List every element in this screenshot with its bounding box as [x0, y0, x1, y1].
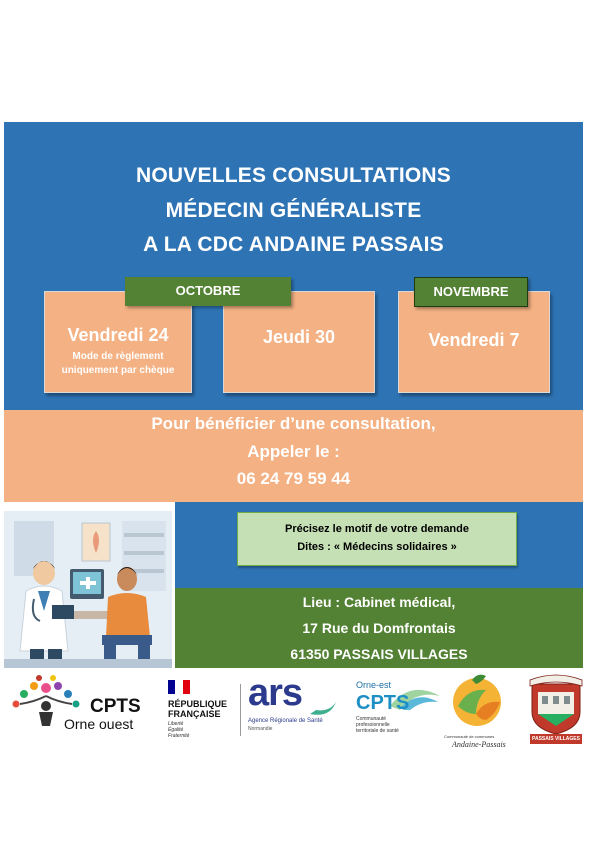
phone-number: 06 24 79 59 44 — [236, 469, 351, 488]
cpts-orne-ouest-logo — [6, 674, 158, 734]
cpts-oe-name: CPTS — [356, 692, 410, 714]
doctor-patient-illustration — [4, 511, 172, 668]
call-line-1: Pour bénéficier d’une consultation, — [151, 414, 436, 433]
call-band — [4, 410, 583, 502]
cpts-orne-est-logo — [354, 680, 442, 742]
marianne-flag-icon — [168, 680, 190, 694]
cpts-oe-sub-2: professionnelle — [356, 722, 390, 728]
crest-icon — [528, 674, 584, 736]
ars-sub-1: Agence Régionale de Santé — [248, 718, 323, 724]
rf-motto-1: Liberté — [168, 721, 184, 727]
cpts-oe-sub-3: territoriale de santé — [356, 728, 399, 734]
passais-banner: PASSAIS VILLAGES — [530, 734, 582, 744]
cpts-oo-sub: Orne ouest — [64, 716, 134, 732]
consultation-illustration-image — [4, 511, 172, 668]
title-line-2: MÉDECIN GÉNÉRALISTE — [165, 199, 422, 222]
title-band — [4, 122, 583, 410]
rf-line-2: FRANÇAISE — [168, 709, 221, 719]
ars-sub-2: Normandie — [248, 726, 273, 732]
logo-divider — [240, 684, 241, 736]
request-line-1: Précisez le motif de votre demande — [284, 523, 469, 535]
rf-motto-3: Fraternité — [168, 733, 190, 739]
ars-name: ars — [248, 672, 303, 714]
cpts-oe-top: Orne-est — [356, 680, 392, 690]
cdc-emblem-icon — [448, 672, 506, 730]
title-line-1: NOUVELLES CONSULTATIONS — [136, 164, 451, 187]
cpts-oo-name: CPTS — [90, 696, 141, 717]
partner-logos — [0, 672, 595, 752]
republique-francaise-logo — [168, 680, 240, 742]
passais-villages-crest — [528, 674, 584, 748]
cdc-line-1: Communauté de communes — [444, 734, 495, 739]
cdc-line-2: Andaine-Passais — [452, 740, 506, 749]
date-card-vendredi-24 — [44, 291, 192, 393]
date-label: Jeudi 30 — [262, 327, 336, 347]
location-line-2: 17 Rue du Domfrontais — [302, 620, 456, 636]
ars-logo — [248, 672, 344, 740]
cpts-oe-sub-1: Communauté — [356, 716, 387, 722]
location-line-3: 61350 PASSAIS VILLAGES — [290, 646, 468, 662]
month-october: OCTOBRE — [125, 277, 291, 306]
rf-line-1: RÉPUBLIQUE — [168, 699, 228, 709]
ars-swoosh-icon — [300, 680, 340, 720]
request-line-2: Dites : « Médecins solidaires » — [297, 541, 457, 553]
date-label: Vendredi 24 — [67, 325, 169, 345]
request-band — [175, 502, 583, 588]
location-band — [175, 588, 583, 668]
date-label: Vendredi 7 — [428, 330, 520, 350]
location-line-1: Lieu : Cabinet médical, — [302, 594, 456, 610]
month-november: NOVEMBRE — [414, 277, 528, 307]
date-card-jeudi-30 — [223, 291, 375, 393]
payment-note-line-1: Mode de règlement — [72, 351, 164, 362]
call-line-2: Appeler le : — [247, 442, 340, 461]
cdc-andaine-passais-logo — [442, 672, 514, 752]
payment-note-line-2: uniquement par chèque — [61, 365, 175, 376]
title-line-3: A LA CDC ANDAINE PASSAIS — [143, 233, 444, 256]
rf-motto-2: Égalité — [168, 727, 184, 733]
request-instructions-box — [237, 512, 517, 566]
